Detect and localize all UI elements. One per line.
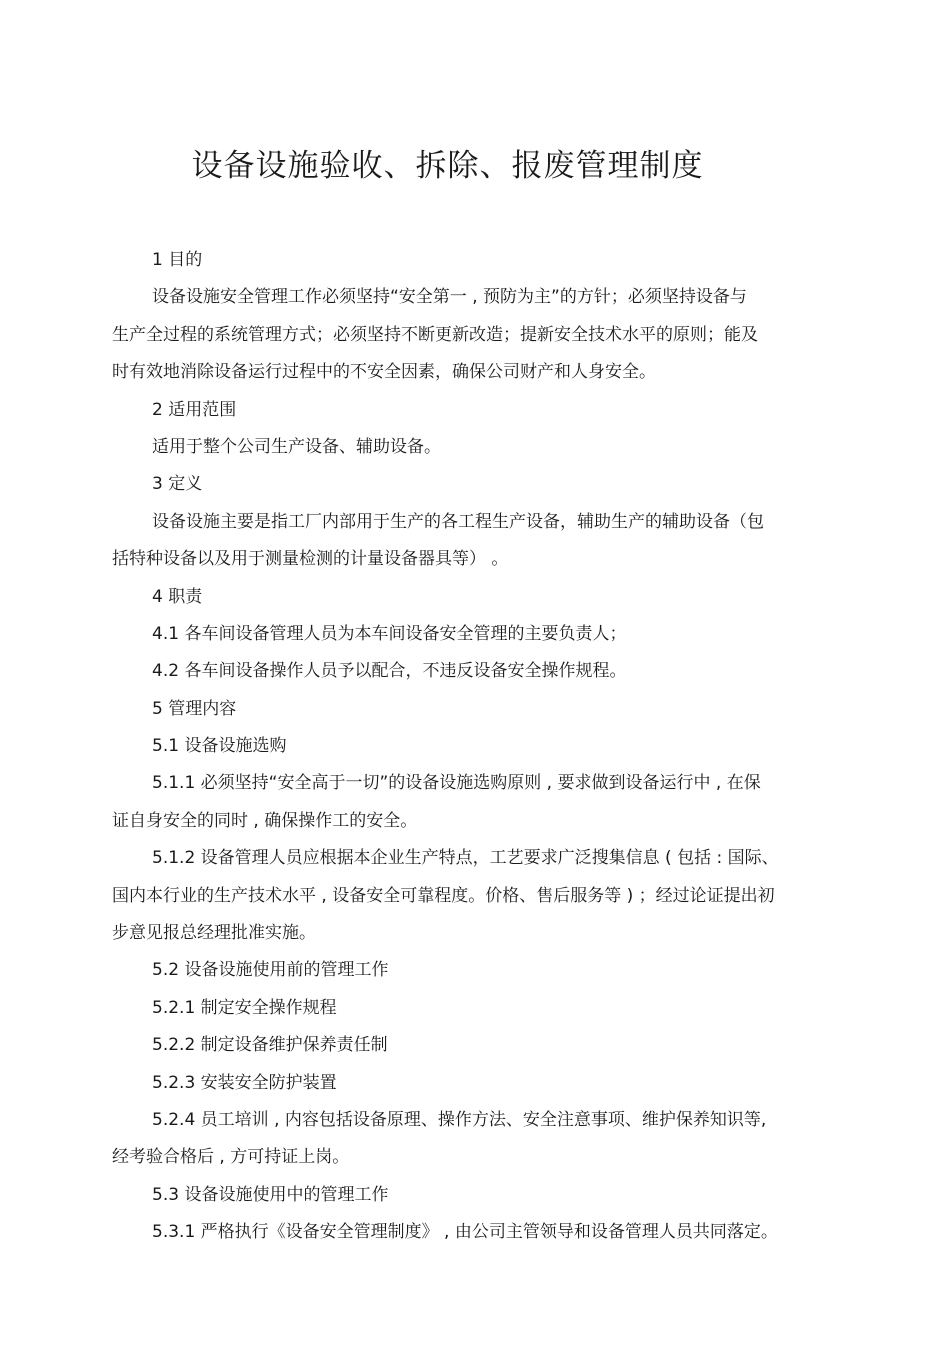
- paragraph-line: 4.2 各车间设备操作人员予以配合，不违反设备安全操作规程。: [152, 661, 627, 682]
- paragraph-line: 国内本行业的生产技术水平 , 设备安全可靠程度。价格、售后服务等 ) ；经过论证提出初: [112, 885, 775, 906]
- paragraph-line: 1 目的: [152, 250, 203, 270]
- paragraph-line: 5.1 设备设施选购: [152, 736, 287, 757]
- paragraph-line: 时有效地消除设备运行过程中的不安全因素，确保公司财产和人身安全。: [112, 362, 656, 383]
- paragraph-line: 经考验合格后 , 方可持证上岗。: [112, 1147, 350, 1168]
- paragraph-line: 2 适用范围: [152, 399, 237, 420]
- paragraph-line: 5.2.4 员工培训 , 内容包括设备原理、操作方法、安全注意事项、维护保养知识等,: [152, 1109, 767, 1130]
- document-title: 设备设施验收、拆除、报废管理制度: [191, 148, 704, 184]
- paragraph-line: 5 管理内容: [152, 698, 237, 719]
- paragraph-line: 5.3.1 严格执行《设备安全管理制度》 , 由公司主管领导和设备管理人员共同落定。: [152, 1222, 778, 1243]
- paragraph-line: 适用于整个公司生产设备、辅助设备。: [152, 436, 441, 457]
- paragraph-line: 5.1.1 必须坚持“安全高于一切”的设备设施选购原则 , 要求做到设备运行中 , 在保: [152, 773, 761, 794]
- paragraph-line: 生产全过程的系统管理方式；必须坚持不断更新改造；提新安全技术水平的原则；能及: [112, 324, 758, 345]
- paragraph-line: 4 职责: [152, 586, 203, 607]
- paragraph-line: 5.3 设备设施使用中的管理工作: [152, 1184, 389, 1205]
- paragraph-line: 5.2.3 安装安全防护装置: [152, 1072, 337, 1093]
- paragraph-line: 证自身安全的同时 , 确保操作工的安全。: [112, 810, 418, 831]
- paragraph-line: 设备设施主要是指工厂内部用于生产的各工程生产设备，辅助生产的辅助设备（包: [152, 511, 764, 532]
- paragraph-line: 步意见报总经理批准实施。: [112, 923, 316, 944]
- paragraph-line: 5.2 设备设施使用前的管理工作: [152, 960, 389, 981]
- paragraph-line: 5.2.2 制定设备维护保养责任制: [152, 1035, 388, 1056]
- paragraph-line: 括特种设备以及用于测量检测的计量设备器具等） 。: [112, 549, 509, 570]
- paragraph-line: 设备设施安全管理工作必须坚持“安全第一 , 预防为主”的方针；必须坚持设备与: [152, 287, 747, 308]
- paragraph-line: 5.2.1 制定安全操作规程: [152, 997, 337, 1018]
- paragraph-line: 4.1 各车间设备管理人员为本车间设备安全管理的主要负责人；: [152, 623, 627, 644]
- paragraph-line: 5.1.2 设备管理人员应根据本企业生产特点，工艺要求广泛搜集信息 ( 包括 : 国际、: [152, 848, 779, 869]
- document-body: [112, 242, 840, 1252]
- paragraph-line: 3 定义: [152, 474, 203, 495]
